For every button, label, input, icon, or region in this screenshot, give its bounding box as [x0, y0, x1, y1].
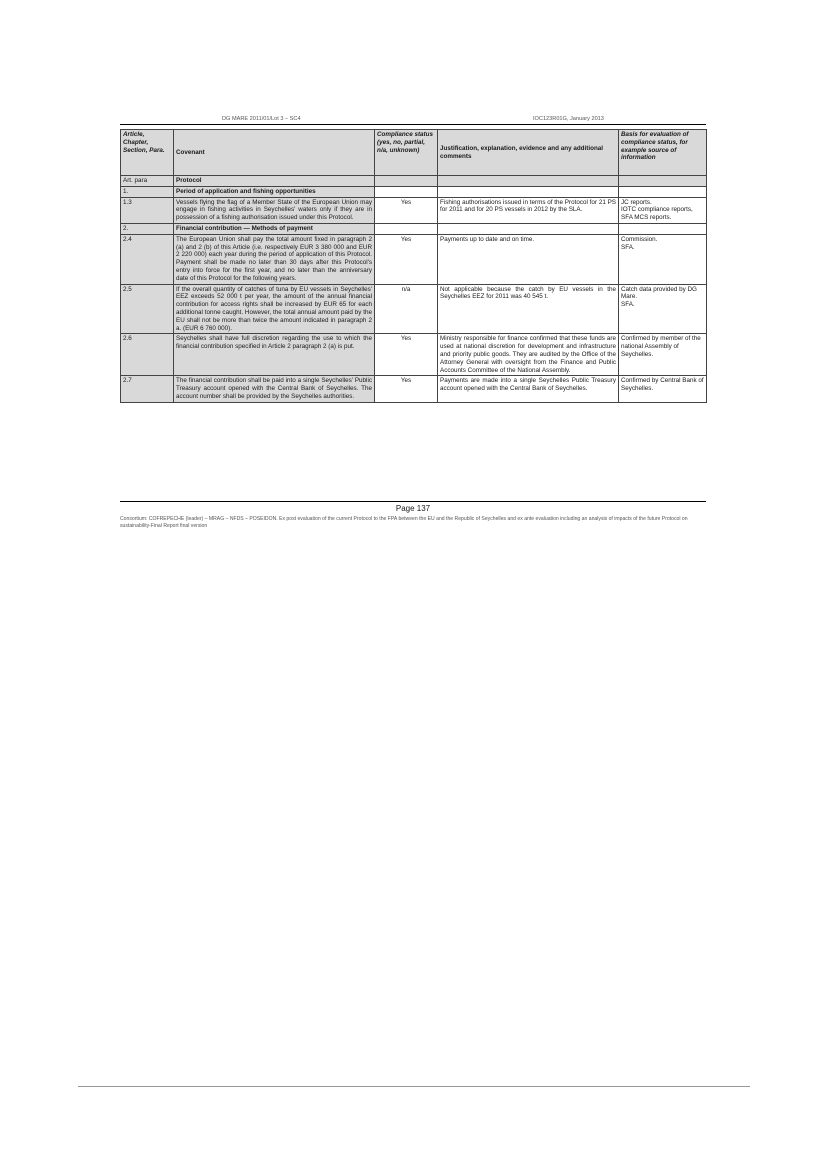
basis-cell: Confirmed by member of the national Assembly of Seychelles. [619, 334, 707, 376]
covenant-table [120, 129, 707, 403]
status-cell: Yes [375, 234, 438, 284]
section-number: 1. [121, 186, 174, 197]
table-header-row [121, 130, 707, 176]
covenant-cell: The European Union shall pay the total amount fixed in paragraph 2 (a) and 2 (b) of this Article (i.e. respectively EUR 3 380 000 and EUR 2 220 000) each year during the period of application of this Protocol. Payment shall be made no later than 30 days after this Protocol's entry into force for the first year, and no later than the anniversary date of this Protocol for the following years. [174, 234, 375, 284]
subheader-protocol: Protocol [174, 176, 375, 187]
column-header-basis: Basis for evaluation of compliance status, for example source of information [619, 130, 707, 176]
table-row [121, 376, 707, 402]
status-cell: Yes [375, 334, 438, 376]
justification-cell: Fishing authorisations issued in terms of the Protocol for 21 PS for 2011 and for 20 PS vessels in 2012 by the SLA. [438, 197, 619, 223]
covenant-cell: Vessels flying the flag of a Member State of the European Union may engage in fishing activities in Seychelles' waters only if they are in possession of a fishing authorisation issued under this Protocol. [174, 197, 375, 223]
column-header-covenant: Covenant [174, 130, 375, 176]
table-row [121, 284, 707, 334]
section-number: 2. [121, 223, 174, 234]
section-row [121, 223, 707, 234]
footer-divider [120, 501, 706, 502]
para-cell: 1.3 [121, 197, 174, 223]
section-row [121, 186, 707, 197]
covenant-cell: If the overall quantity of catches of tuna by EU vessels in Seychelles' EEZ exceeds 52 000 t per year, the amount of the annual financial contribution for access rights shall be increased by EUR 65 for each additional tonne caught. However, the total annual amount paid by the EU shall not be more than twice the amount indicated in paragraph 2 a. (EUR 6 760 000). [174, 284, 375, 334]
basis-cell: Catch data provided by DG Mare. SFA. [619, 284, 707, 334]
covenant-cell: Seychelles shall have full discretion regarding the use to which the financial contribution specified in Article 2 paragraph 2 (a) is put. [174, 334, 375, 376]
covenant-cell: The financial contribution shall be paid into a single Seychelles' Public Treasury account opened with the Central Bank of Seychelles. The account number shall be provided by the Seychelles authorities. [174, 376, 375, 402]
column-header-article: Article, Chapter, Section, Para. [121, 130, 174, 176]
header-divider [120, 124, 706, 125]
bottom-divider [78, 1086, 750, 1087]
header-right-text: IOC123R01G, January 2013 [533, 116, 604, 122]
para-cell: 2.6 [121, 334, 174, 376]
subheader-art-para: Art. para [121, 176, 174, 187]
table-subheader-row [121, 176, 707, 187]
justification-cell: Ministry responsible for finance confirmed that these funds are used at national discretion for development and infrastructure and priority public goods. They are audited by the Office of the Attorney General with oversight from the Finance and Public Accounts Committee of the National Assembly. [438, 334, 619, 376]
table-row [121, 234, 707, 284]
section-title: Period of application and fishing opportunities [174, 186, 375, 197]
column-header-compliance: Compliance status (yes, no, partial, n/a, unknown) [375, 130, 438, 176]
table-row [121, 334, 707, 376]
column-header-justification: Justification, explanation, evidence and any additional comments [438, 130, 619, 176]
para-cell: 2.7 [121, 376, 174, 402]
basis-cell: Confirmed by Central Bank of Seychelles. [619, 376, 707, 402]
status-cell: Yes [375, 376, 438, 402]
header-left-text: DG MARE 2011/01/Lot 3 – SC4 [222, 116, 301, 122]
justification-cell: Payments up to date and on time. [438, 234, 619, 284]
status-cell: n/a [375, 284, 438, 334]
basis-cell: Commission. SFA. [619, 234, 707, 284]
para-cell: 2.4 [121, 234, 174, 284]
justification-cell: Not applicable because the catch by EU vessels in the Seychelles EEZ for 2011 was 40 545 t. [438, 284, 619, 334]
page-number: Page 137 [395, 504, 431, 513]
para-cell: 2.5 [121, 284, 174, 334]
justification-cell: Payments are made into a single Seychelles Public Treasury account opened with the Central Bank of Seychelles. [438, 376, 619, 402]
basis-cell: JC reports. IOTC compliance reports, SFA MCS reports. [619, 197, 707, 223]
consortium-note: Consortium: COFREPECHE (leader) – MRAG – NFDS – POSEIDON. Ex post evaluation of the current Protocol to the FPA between the EU and the Republic of Seychelles and ex ante evaluation including an analysis of impacts of the future Protocol on sustainability-Final Report final version [120, 516, 688, 530]
table-row [121, 197, 707, 223]
section-title: Financial contribution — Methods of payment [174, 223, 375, 234]
status-cell: Yes [375, 197, 438, 223]
